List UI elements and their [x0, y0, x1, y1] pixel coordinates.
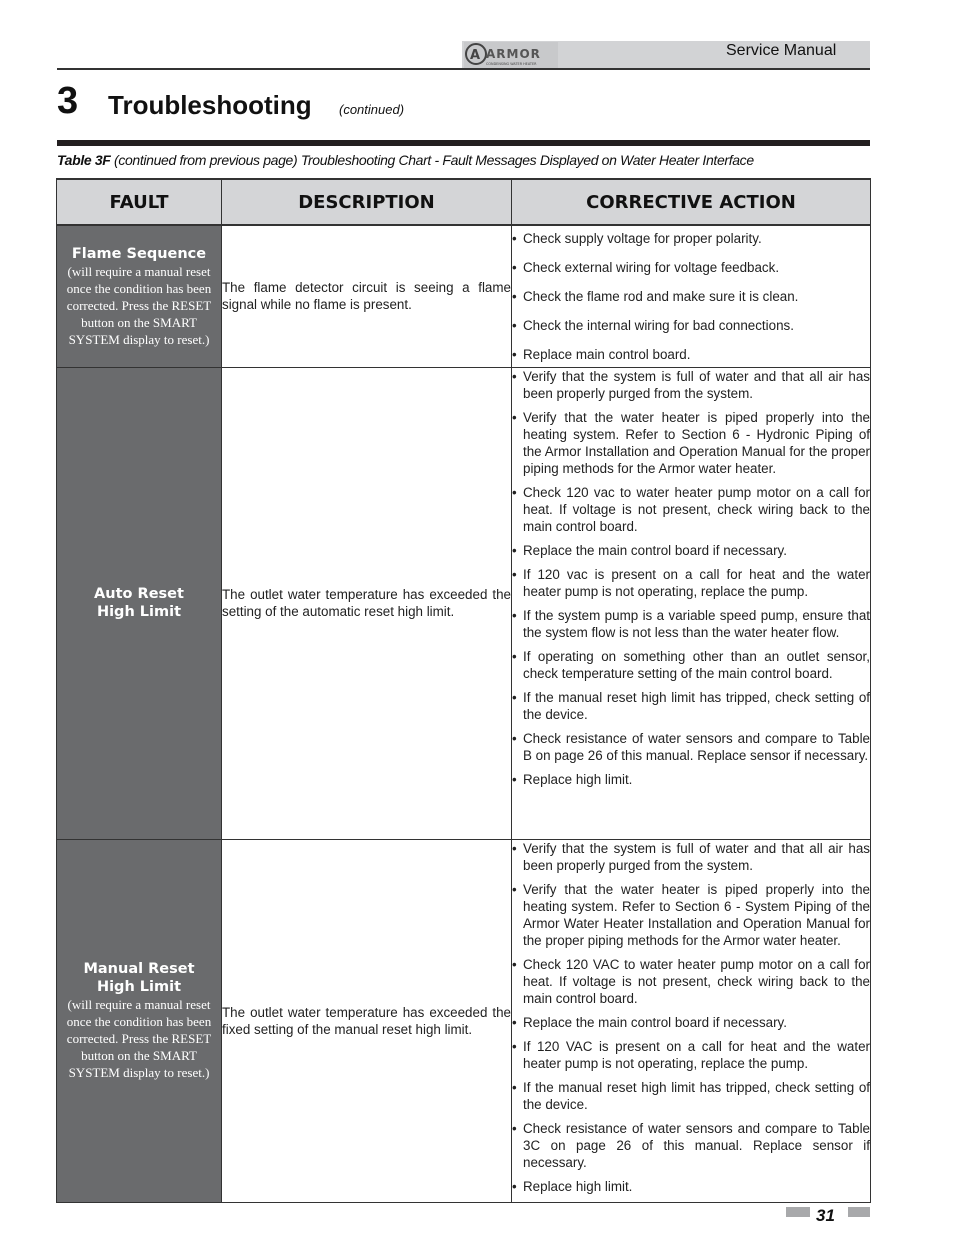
section-rule — [57, 140, 870, 146]
table-caption-text: (continued from previous page) Troubleshooting Chart - Fault Messages Displayed on Water Heater Interface — [110, 152, 754, 168]
table-header-row — [57, 179, 871, 225]
footer-bar-right — [848, 1207, 870, 1217]
action-cell — [512, 225, 871, 367]
action-cell — [512, 367, 871, 839]
list-item: • Replace high limit. — [512, 1178, 633, 1194]
list-item: • Replace main control board. — [512, 347, 691, 362]
list-item: • If 120 vac is present on a call for heat and the water heater pump is not operating, replace the pump. — [512, 566, 870, 599]
table-row — [57, 367, 871, 839]
fault-name: Flame Sequence — [71, 245, 207, 262]
header-rule — [57, 68, 870, 70]
fault-cell — [57, 225, 222, 367]
list-item: • Check the internal wiring for bad connections. — [512, 318, 794, 333]
manual-title: Service Manual — [726, 42, 837, 59]
header-corrective-action: CORRECTIVE ACTION — [512, 179, 871, 225]
list-item: • If operating on something other than an outlet sensor, check temperature setting of the main control board. — [512, 648, 870, 681]
list-item: • Check resistance of water sensors and compare to Table B on page 26 of this manual. Replace sensor if necessary. — [512, 730, 870, 763]
table-caption-label: Table 3F — [57, 152, 111, 168]
list-item: • Check external wiring for voltage feedback. — [512, 260, 780, 275]
list-item: • Replace the main control board if necessary. — [512, 1014, 787, 1030]
list-item: • Verify that the water heater is piped properly into the heating system. Refer to Section 6 - Hydronic Piping of the Armor Installation and Operation Manual for the proper piping methods for the Armor water heater. — [512, 409, 870, 476]
fault-name: Manual Reset High Limit — [83, 961, 195, 995]
svg-text:A: A — [470, 48, 481, 63]
armor-logo — [464, 42, 558, 68]
list-item: • Verify that the system is full of water and that all air has been properly purged from the system. — [512, 368, 870, 401]
page-number: 31 — [816, 1206, 835, 1225]
action-cell — [512, 839, 871, 1202]
action-list — [512, 230, 870, 363]
chapter-number: 3 — [57, 80, 79, 122]
description-cell: The outlet water temperature has exceeded the setting of the automatic reset high limit. — [222, 367, 512, 839]
table-row — [57, 839, 871, 1202]
list-item: • If the system pump is a variable speed pump, ensure that the system flow is not less than the water heater flow. — [512, 607, 870, 640]
logo-subtext: CONDENSING WATER HEATER — [486, 62, 537, 66]
list-item: • Check the flame rod and make sure it is clean. — [512, 289, 799, 304]
list-item: • Verify that the system is full of water and that all air has been properly purged from the system. — [512, 840, 870, 873]
list-item: • Check resistance of water sensors and compare to Table 3C on page 26 of this manual. Replace sensor if necessary. — [512, 1120, 870, 1170]
list-item: • Check 120 vac to water heater pump motor on a call for heat. If voltage is not present, check wiring back to the main control board. — [512, 484, 870, 534]
list-item: • If the manual reset high limit has tripped, check setting of the device. — [512, 689, 870, 722]
fault-cell — [57, 367, 222, 839]
description-cell: The outlet water temperature has exceeded the fixed setting of the manual reset high limit. — [222, 839, 512, 1202]
header-fault: FAULT — [57, 179, 222, 225]
header-description: DESCRIPTION — [222, 179, 512, 225]
description-cell: The flame detector circuit is seeing a flame signal while no flame is present. — [222, 225, 512, 367]
fault-note: (will require a manual reset once the condition has been corrected. Press the RESET button on the SMART SYSTEM display to reset.) — [66, 263, 212, 347]
chapter-continued: (continued) — [339, 102, 405, 117]
footer-bar-left — [786, 1207, 810, 1217]
list-item: • Verify that the water heater is piped properly into the heating system. Refer to Section 6 - System Piping of the Armor Water Heater Installation and Operation Manual for the proper piping methods for the Armor water heater. — [512, 881, 870, 948]
list-item: • If the manual reset high limit has tripped, check setting of the device. — [512, 1079, 870, 1112]
action-list — [512, 368, 870, 788]
armor-logo-mark — [464, 42, 558, 68]
list-item: • If 120 VAC is present on a call for heat and the water heater pump is not operating, replace the pump. — [512, 1038, 870, 1071]
fault-name: Auto Reset High Limit — [94, 586, 184, 620]
table-row — [57, 225, 871, 367]
table-caption — [57, 152, 754, 168]
action-list — [512, 840, 870, 1195]
list-item: • Check supply voltage for proper polarity. — [512, 231, 762, 246]
list-item: • Replace high limit. — [512, 771, 633, 787]
fault-cell — [57, 839, 222, 1202]
logo-text: ARMOR — [486, 47, 541, 61]
chapter-title: Troubleshooting — [108, 90, 312, 120]
list-item: • Check 120 VAC to water heater pump motor on a call for heat. If voltage is not present, check wiring back to the main control board. — [512, 956, 870, 1006]
list-item: • Replace the main control board if necessary. — [512, 542, 787, 558]
fault-note: (will require a manual reset once the condition has been corrected. Press the RESET button on the SMART SYSTEM display to reset.) — [66, 997, 212, 1080]
fault-table — [56, 178, 871, 1203]
